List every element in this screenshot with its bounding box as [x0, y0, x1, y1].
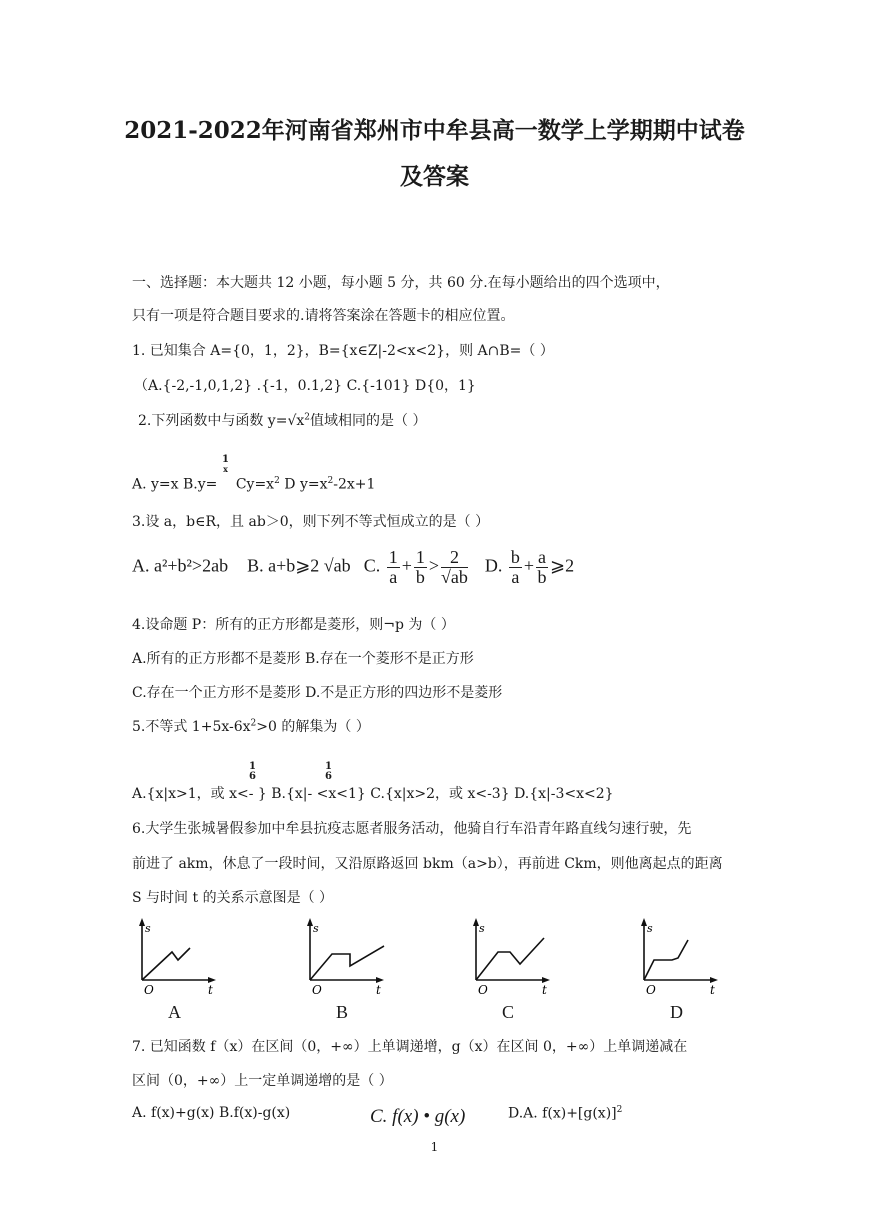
- q1-options: （A.{-2,-1,0,1,2} .{-1，0.1,2} C.{-101} D{0，1}: [134, 378, 476, 394]
- q7-stem-line1: 7. 已知函数 f（x）在区间（0，+∞）上单调递增，g（x）在区间 0，+∞）上单调递减在: [132, 1039, 688, 1055]
- frac-num: 1: [325, 761, 332, 772]
- frac-den: √ab: [441, 566, 468, 587]
- q3-option-c-frac3: [441, 548, 468, 587]
- origin-label: O: [312, 983, 322, 997]
- q2-option-d: D y=x: [279, 476, 328, 493]
- origin-label: O: [478, 983, 488, 997]
- paper-title-line2: 及答案: [400, 163, 469, 190]
- distance-curve: [644, 940, 688, 980]
- q6-stem-line3: S 与时间 t 的关系示意图是（ ）: [132, 890, 334, 906]
- q2-option-d-sup: 2: [327, 476, 334, 486]
- q3-option-b: B. a+b⩾2 √ab: [247, 555, 351, 576]
- frac-num: 1: [415, 547, 425, 567]
- q7-option-c: C. f(x) • g(x): [370, 1106, 466, 1127]
- q2-frac-num: 1: [222, 454, 229, 465]
- q2-options: [132, 476, 375, 493]
- gt-sign: >: [428, 555, 440, 576]
- distance-curve: [142, 948, 190, 980]
- frac-num: 2: [441, 548, 468, 568]
- axis-s-label: s: [479, 922, 485, 935]
- axis-t-label: t: [208, 983, 213, 997]
- origin-label: O: [144, 983, 154, 997]
- q3-option-c-frac2: [414, 548, 427, 587]
- plus-sign: +: [401, 555, 412, 576]
- q3-option-c-frac1: [387, 548, 400, 587]
- q2-stem: [138, 410, 426, 430]
- q2-stem-tail: 值域相同的是（ ）: [310, 413, 427, 429]
- q5-option-a-fraction: [249, 762, 256, 782]
- q5-stem: [132, 716, 370, 736]
- q2-option-c: Cy=x: [231, 476, 275, 493]
- page-number: 1: [430, 1140, 439, 1154]
- q5-options: A.{x|x>1，或 x<- } B.{x|- <x<1} C.{x|x>2，或 x<-3} D.{x|-3<x<2}: [132, 786, 614, 802]
- q5-stem-tail: >0 的解集为（ ）: [256, 719, 370, 735]
- paper-title-line1: 2021-2022年河南省郑州市中牟县高一数学上学期期中试卷: [124, 117, 745, 144]
- q2-stem-text: 2.下列函数中与函数 y=√x: [138, 413, 305, 429]
- axis-s-label: s: [145, 922, 151, 935]
- q7-option-d-text: D.A. f(x)+[g(x)]: [508, 1105, 617, 1122]
- q6-graph-b-label: B: [336, 1002, 349, 1022]
- q3-option-d-label: D.: [484, 555, 503, 576]
- distance-curve: [476, 938, 544, 980]
- q4-stem: 4.设命题 P：所有的正方形都是菱形，则¬p 为（ ）: [132, 617, 455, 633]
- frac-den: b: [537, 566, 547, 587]
- frac-den: 6: [325, 771, 332, 782]
- axis-t-label: t: [376, 983, 381, 997]
- frac-num: a: [538, 547, 547, 567]
- q3-option-d-frac1: [509, 548, 522, 587]
- q4-options-ab: A.所有的正方形都不是菱形 B.存在一个菱形不是正方形: [132, 651, 474, 667]
- q6-graph-d-label: D: [670, 1002, 683, 1022]
- q5-stem-sup: 2: [250, 718, 257, 729]
- q2-option-c-sup: 2: [274, 476, 280, 486]
- q6-stem-line2: 前进了 akm，休息了一段时间，又沿原路返回 bkm（a>b），再前进 Ckm，则他离起点的距离: [132, 856, 723, 872]
- q3-options: [132, 548, 574, 587]
- q3-option-c-label: C.: [363, 555, 381, 576]
- q7-option-d: [508, 1105, 622, 1122]
- frac-den: b: [415, 566, 425, 587]
- frac-num: 1: [249, 761, 256, 772]
- origin-label: O: [646, 983, 656, 997]
- axis-s-label: s: [313, 922, 319, 935]
- plus-sign: +: [523, 555, 535, 576]
- q1-stem: 1. 已知集合 A={0，1，2}，B={x∈Z|-2<x<2}，则 A∩B=（ ）: [132, 343, 554, 359]
- section-intro-line1: 一、选择题：本大题共 12 小题，每小题 5 分，共 60 分.在每小题给出的四个选项中，: [132, 275, 670, 291]
- q7-options-ab: A. f(x)+g(x) B.f(x)-g(x): [132, 1105, 291, 1121]
- ge-sign: ⩾2: [550, 555, 575, 576]
- q3-option-d-frac2: [536, 548, 548, 587]
- distance-curve: [310, 946, 384, 980]
- q5-option-b-fraction: [325, 762, 332, 782]
- q6-graph-a-label: A: [168, 1002, 181, 1022]
- q2-stem-sup: 2: [304, 412, 310, 423]
- q5-stem-text: 5.不等式 1+5x-6x: [132, 719, 251, 735]
- q2-frac-den: x: [223, 464, 228, 474]
- frac-den: 6: [249, 771, 256, 782]
- q4-options-cd: C.存在一个正方形不是菱形 D.不是正方形的四边形不是菱形: [132, 685, 503, 701]
- frac-num: b: [510, 547, 520, 567]
- frac-den: a: [511, 566, 520, 587]
- q2-option-ab: A. y=x B.y=: [132, 476, 218, 493]
- q7-stem-line2: 区间（0，+∞）上一定单调递增的是（ ）: [132, 1073, 393, 1089]
- axis-t-label: t: [542, 983, 547, 997]
- frac-den: a: [389, 566, 398, 587]
- q2-option-d-tail: -2x+1: [333, 476, 376, 493]
- frac-num: 1: [388, 547, 398, 567]
- q3-option-a: A. a²+b²>2ab: [132, 555, 229, 576]
- q6-stem-line1: 6.大学生张城暑假参加中牟县抗疫志愿者服务活动，他骑自行车沿青年路直线匀速行驶，先: [132, 821, 692, 837]
- q2-option-b-fraction: [222, 455, 229, 473]
- q6-graph-c-label: C: [502, 1002, 515, 1022]
- q3-stem: 3.设 a，b∈R，且 ab＞0，则下列不等式恒成立的是（ ）: [132, 514, 490, 530]
- axis-t-label: t: [710, 983, 715, 997]
- axis-s-label: s: [647, 922, 653, 935]
- q7-option-d-sup: 2: [616, 1105, 623, 1115]
- section-intro-line2: 只有一项是符合题目要求的.请将答案涂在答题卡的相应位置。: [132, 308, 515, 324]
